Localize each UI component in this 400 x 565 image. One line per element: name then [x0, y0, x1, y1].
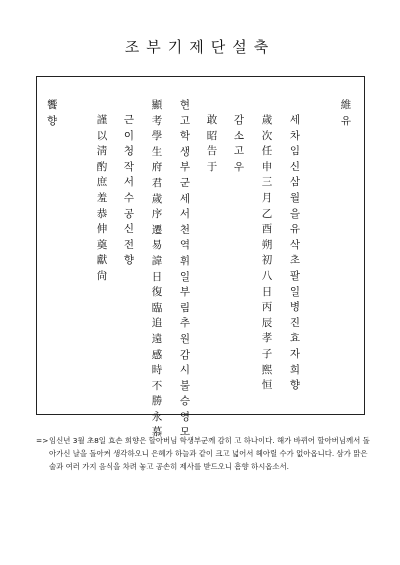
column-hyeongo-korean: 현고학생부군세서천역휘일부림추원감시불승영모 [179, 99, 191, 439]
column-geuni-korean: 근이청작서수공신전향 [123, 114, 135, 267]
translation-note [36, 434, 372, 473]
page-title: 조부기제단설축 [124, 38, 276, 56]
column-gamso-korean: 감소고우 [233, 114, 245, 173]
column-hyeongo-hanja: 顯考學生府君歲序遷易諱日復臨追遠感時不勝永慕 [151, 99, 163, 439]
column-year-korean: 세차임신삼월을유삭초팔일병진효자희향 [289, 114, 301, 392]
translation-text: 임신년 3월 초8일 효손 희향은 할아버님 학생부군께 감히 고 하나이다. 해가 바뀌어 할아버님께서 돌아가신 날을 돌아켜 생각하오니 은혜가 하늘과 같이 크고 넓어서 헤아릴 수가 없아옵니다. 삼가 맑은 술과 여러 가지 음식을 차려 놓고 공손히 제사를 받드오니 흠향 하시옵소서. [49, 436, 370, 471]
column-hyang: 饗 향 [47, 99, 67, 127]
column-geuni-hanja: 謹以淸酌庶羞恭伸奠獻尙 [96, 114, 108, 282]
column-year-hanja: 歲次任申三月乙酉朔初八日丙辰孝子熙恒 [261, 114, 273, 392]
column-yu: 維 유 [340, 99, 352, 127]
arrow-marker: => [36, 436, 49, 445]
column-gamso-hanja: 敢昭告于 [206, 114, 218, 173]
